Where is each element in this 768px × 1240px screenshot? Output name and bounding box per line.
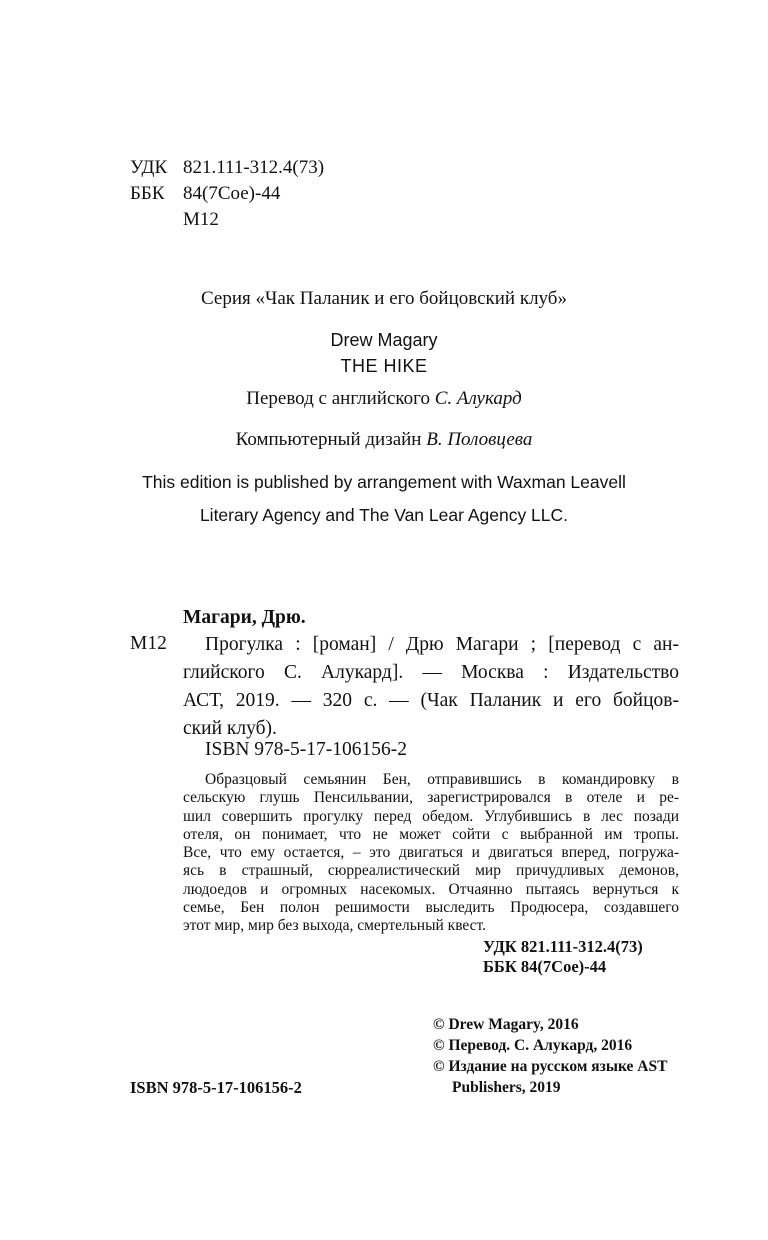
annotation-line: семье, Бен полон решимости выследить Продюсера, создавшего [183, 899, 679, 917]
annotation-line: отеля, он понимает, что не может сойти с выбранной им тропы. [183, 825, 679, 843]
original-title: THE HIKE [340, 356, 428, 376]
isbn-bottom: ISBN 978-5-17-106156-2 [130, 1078, 302, 1097]
annotation-line: сельскую глушь Пенсильвании, зарегистрировался в отеле и ре- [183, 789, 679, 807]
catalog-line: глийского С. Алукард]. — Москва : Издательство [183, 662, 679, 683]
author-mark: М12 [183, 209, 219, 230]
udk-value: 821.111-312.4(73) [183, 157, 325, 178]
translation-credit [0, 388, 768, 410]
translator-name: С. Алукард [434, 388, 522, 409]
series-title: Серия «Чак Паланик и его бойцовский клуб» [201, 288, 567, 309]
catalog-heading: Магари, Дрю. [183, 607, 306, 628]
copyright-line: © Издание на русском языке AST [433, 1058, 668, 1075]
copyright-line: Publishers, 2019 [452, 1079, 561, 1096]
udk-row [0, 157, 768, 181]
bbk-row [0, 183, 768, 207]
design-label: Компьютерный дизайн [235, 429, 422, 450]
original-author: Drew Magary [330, 330, 438, 350]
udk-label: УДК [130, 157, 168, 178]
copyright-line: © Drew Magary, 2016 [433, 1016, 579, 1033]
catalog-author-mark: М12 [130, 633, 167, 654]
design-credit [0, 429, 768, 451]
annotation-line: Все, что ему остается, – это двигаться и двигаться вперед, погружа- [183, 844, 679, 862]
catalog-line: ский клуб). [183, 718, 277, 739]
annotation [183, 771, 679, 936]
catalog-line: АСТ, 2019. — 320 с. — (Чак Паланик и его бойцов- [183, 690, 679, 711]
annotation-line: шил совершить прогулку перед обедом. Углубившись в лес позади [183, 807, 679, 825]
copyright-line: © Перевод. С. Алукард, 2016 [433, 1037, 633, 1054]
edition-note-line-1: This edition is published by arrangement with Waxman Leavell [142, 472, 626, 492]
bbk-value: 84(7Сое)-44 [183, 183, 281, 204]
annotation-line: этот мир, мир без выхода, смертельный квест. [183, 917, 487, 935]
catalog-line: Прогулка : [роман] / Дрю Магари ; [перевод с ан- [205, 634, 679, 655]
author-mark-row [0, 209, 768, 233]
catalog-isbn: ISBN 978-5-17-106156-2 [205, 739, 408, 760]
designer-name: В. Половцева [426, 429, 533, 450]
bbk-label: ББК [130, 183, 165, 204]
card-bbk: ББК 84(7Сое)-44 [483, 957, 607, 976]
translation-label: Перевод с английского [246, 388, 430, 409]
annotation-line: людоедов и огромных насекомых. Отчаянно пытаясь вернуться к [183, 880, 679, 898]
card-udk: УДК 821.111-312.4(73) [483, 937, 643, 956]
annotation-line: ясь в страшный, сюрреалистический мир причудливых демонов, [183, 862, 679, 880]
annotation-line: Образцовый семьянин Бен, отправившись в командировку в [205, 771, 679, 788]
edition-note-line-2: Literary Agency and The Van Lear Agency LLC. [199, 505, 569, 525]
catalog-description [183, 631, 679, 743]
